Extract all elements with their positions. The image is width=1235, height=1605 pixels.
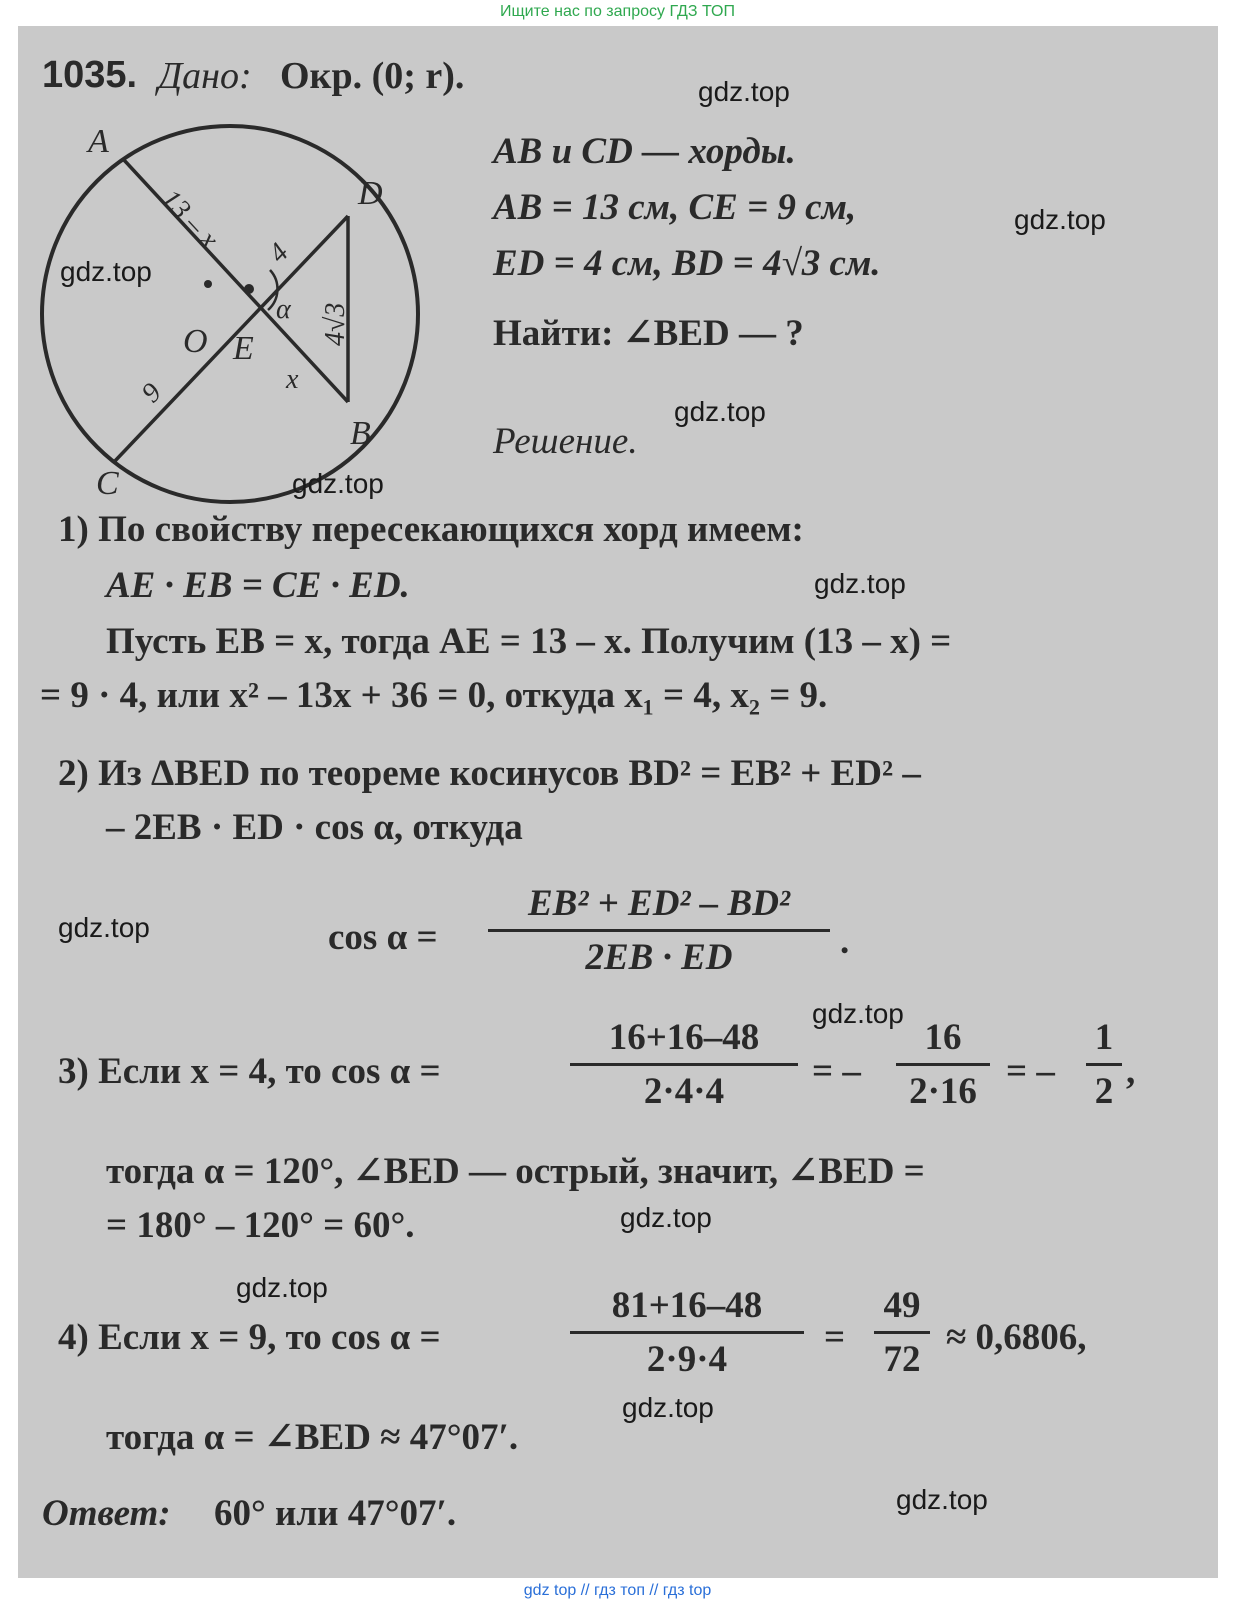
cos-formula-lhs: cos α = bbox=[328, 917, 438, 958]
watermark: gdz.top bbox=[620, 1202, 712, 1233]
label-ed: 4 bbox=[262, 237, 295, 269]
label-ae: 13 – x bbox=[154, 183, 225, 255]
watermark: gdz.top bbox=[1014, 204, 1106, 235]
label-bd: 4√3 bbox=[320, 302, 351, 346]
watermark: gdz.top bbox=[698, 76, 790, 107]
step3-eq1: = – bbox=[812, 1051, 861, 1092]
step3-f3-denominator: 2 bbox=[1094, 1071, 1114, 1112]
watermark: gdz.top bbox=[812, 998, 904, 1029]
step4-eq: = bbox=[824, 1317, 846, 1358]
textbook-page bbox=[18, 26, 1218, 1578]
step4-f1-denominator: 2·9·4 bbox=[646, 1339, 728, 1380]
find-line: Найти: ∠BED — ? bbox=[493, 313, 804, 354]
label-a: A bbox=[88, 123, 109, 160]
step4-line2: тогда α = ∠BED ≈ 47°07′. bbox=[106, 1417, 519, 1458]
cos-formula-end: . bbox=[840, 921, 850, 962]
watermark: gdz.top bbox=[58, 912, 150, 943]
label-o: O bbox=[183, 323, 208, 360]
bottom-banner: gdz top // гдз топ // гдз top bbox=[0, 1578, 1235, 1605]
step4-fraction-1 bbox=[570, 1284, 804, 1381]
label-b: B bbox=[350, 415, 371, 452]
step3-f2-numerator: 16 bbox=[924, 1017, 962, 1058]
label-ce: 9 bbox=[135, 377, 168, 409]
step3-fraction-3 bbox=[1086, 1016, 1122, 1113]
label-c: C bbox=[96, 465, 119, 502]
watermark: gdz.top bbox=[814, 568, 906, 599]
given-line-1: AB и CD — хорды. bbox=[493, 131, 796, 172]
step3-eq2: = – bbox=[1006, 1051, 1055, 1092]
step3-f1-denominator: 2·4·4 bbox=[643, 1071, 725, 1112]
chord-cd bbox=[114, 216, 348, 462]
step4-prefix: 4) Если x = 9, то cos α = bbox=[58, 1317, 441, 1358]
watermark: gdz.top bbox=[622, 1392, 714, 1423]
step3-prefix: 3) Если x = 4, то cos α = bbox=[58, 1051, 441, 1092]
step3-line2: тогда α = 120°, ∠BED — острый, значит, ∠BED = bbox=[106, 1151, 925, 1192]
circle-figure bbox=[18, 104, 438, 504]
answer-label: Ответ: bbox=[42, 1493, 171, 1534]
watermark: gdz.top bbox=[60, 256, 152, 287]
point-e bbox=[244, 284, 254, 294]
step2-line2: – 2EB · ED · cos α, откуда bbox=[106, 807, 523, 848]
solution-label: Решение. bbox=[493, 421, 638, 462]
watermark: gdz.top bbox=[674, 396, 766, 427]
step1-line1: 1) По свойству пересекающихся хорд имеем: bbox=[58, 509, 804, 550]
cos-formula-numerator: EB² + ED² – BD² bbox=[527, 883, 791, 924]
given-text: Окр. (0; r). bbox=[280, 55, 465, 97]
step4-f1-numerator: 81+16–48 bbox=[611, 1285, 763, 1326]
step4-f2-denominator: 72 bbox=[883, 1339, 921, 1380]
step3-comma: , bbox=[1126, 1051, 1136, 1092]
step3-line3: = 180° – 120° = 60°. bbox=[106, 1205, 415, 1246]
step4-f2-numerator: 49 bbox=[883, 1285, 921, 1326]
step4-fraction-2 bbox=[874, 1284, 930, 1381]
watermark: gdz.top bbox=[236, 1272, 328, 1303]
top-banner: Ищите нас по запросу ГДЗ ТОП bbox=[0, 0, 1235, 26]
step1-line4: = 9 · 4, или x² – 13x + 36 = 0, откуда x₁ = 4, x₂ = 9. bbox=[40, 675, 828, 716]
given-line-2: AB = 13 см, CE = 9 см, bbox=[493, 187, 857, 228]
label-d: D bbox=[358, 175, 383, 212]
label-alpha: α bbox=[276, 294, 291, 325]
step3-f3-numerator: 1 bbox=[1094, 1017, 1114, 1058]
step3-fraction-2 bbox=[896, 1016, 990, 1113]
given-line-3: ED = 4 см, BD = 4√3 см. bbox=[493, 243, 881, 284]
answer-text: 60° или 47°07′. bbox=[214, 1493, 457, 1534]
watermark: gdz.top bbox=[292, 468, 384, 499]
problem-number: 1035. bbox=[42, 54, 138, 96]
cos-formula-fraction bbox=[488, 882, 830, 979]
label-eb: x bbox=[286, 364, 299, 395]
label-e: E bbox=[233, 330, 254, 367]
point-o bbox=[204, 280, 212, 288]
given-label: Дано: bbox=[158, 55, 252, 97]
step3-fraction-1 bbox=[570, 1016, 798, 1113]
step1-line2: AE · EB = CE · ED. bbox=[106, 565, 410, 606]
step3-f2-denominator: 2·16 bbox=[909, 1071, 977, 1112]
cos-formula-denominator: 2EB · ED bbox=[585, 937, 733, 978]
watermark: gdz.top bbox=[896, 1484, 988, 1515]
step3-f1-numerator: 16+16–48 bbox=[608, 1017, 760, 1058]
step4-tail: ≈ 0,6806, bbox=[946, 1317, 1087, 1358]
step2-line1: 2) Из ΔBED по теореме косинусов BD² = EB² + ED² – bbox=[58, 753, 921, 794]
step1-line3: Пусть EB = x, тогда AE = 13 – x. Получим (13 – x) = bbox=[106, 621, 952, 662]
